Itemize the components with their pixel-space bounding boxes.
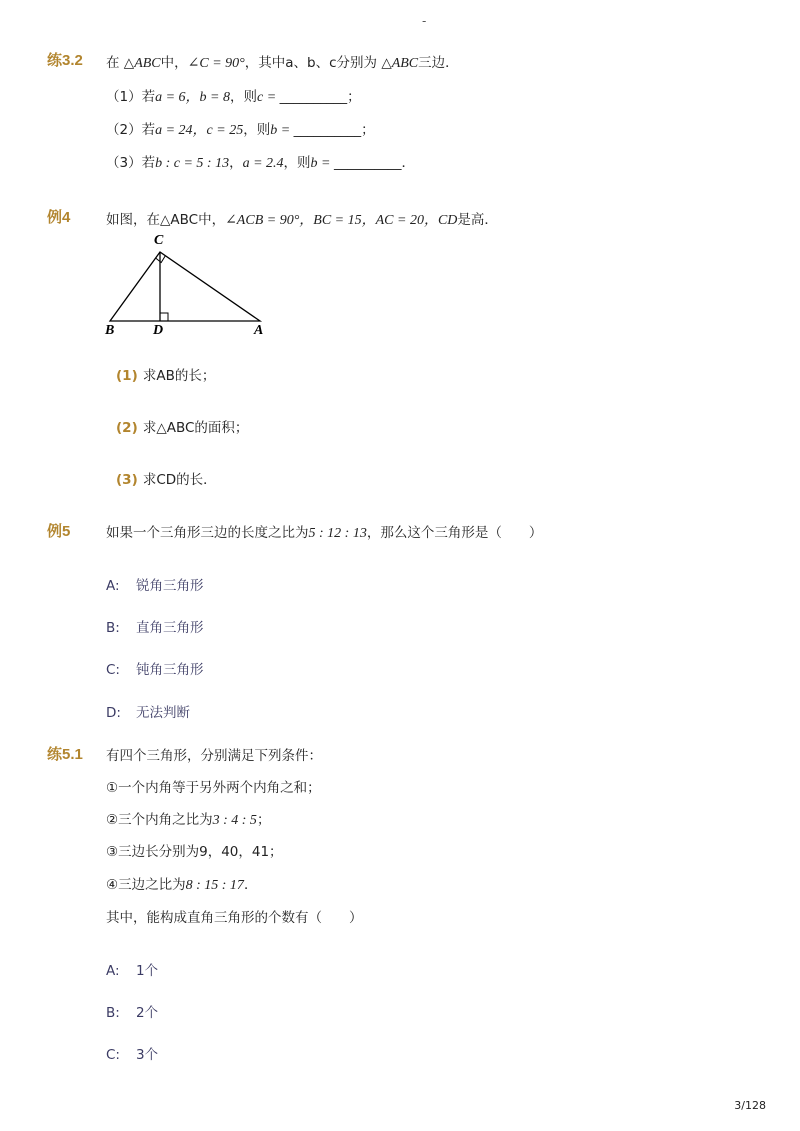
q51-option-b[interactable]: B: 2个 bbox=[106, 1005, 159, 1021]
q51-stem: 有四个三角形，分别满足下列条件： bbox=[106, 748, 322, 764]
q32-part-3: （3）若b : c = 5 : 13，a = 2.4，则b = __________． bbox=[106, 155, 415, 171]
answer-blank: __________ bbox=[293, 122, 362, 138]
ex5-stem: 如果一个三角形三边的长度之比为5 : 12 : 13，那么这个三角形是（ ） bbox=[106, 525, 543, 541]
top-mark: - bbox=[422, 14, 427, 28]
q51-question: 其中，能构成直角三角形的个数有（ ） bbox=[106, 910, 363, 926]
ex5-option-a[interactable]: A: 锐角三角形 bbox=[106, 578, 204, 594]
ex4-sub-2: (2) 求△ABC的面积； bbox=[116, 420, 249, 436]
q51-option-a[interactable]: A: 1个 bbox=[106, 963, 159, 979]
right-angle-mark-d bbox=[160, 313, 168, 321]
q51-condition-3: ③三边长分别为9，40，41； bbox=[106, 844, 283, 860]
ex5-option-d[interactable]: D: 无法判断 bbox=[106, 705, 190, 721]
answer-blank: __________ bbox=[334, 155, 402, 171]
triangle-diagram bbox=[100, 228, 270, 340]
question-label-5-1: 练5.1 bbox=[47, 746, 83, 763]
ex5-option-b[interactable]: B: 直角三角形 bbox=[106, 620, 204, 636]
triangle-abc bbox=[110, 252, 260, 321]
q51-condition-1: ①一个内角等于另外两个内角之和； bbox=[106, 780, 321, 796]
page-number: 3/128 bbox=[734, 1099, 766, 1112]
q32-part-1: （1）若a = 6，b = 8，则c = __________； bbox=[106, 89, 361, 105]
ex5-option-c[interactable]: C: 钝角三角形 bbox=[106, 662, 204, 678]
example-label-5: 例5 bbox=[47, 523, 71, 540]
q32-part-2: （2）若a = 24，c = 25，则b = __________； bbox=[106, 122, 375, 138]
ex4-sub-1: (1) 求AB的长； bbox=[116, 368, 216, 384]
example-label-4: 例4 bbox=[47, 209, 71, 226]
q32-stem: 在 △ABC中，∠C = 90°，其中a、b、c分别为 △ABC三边． bbox=[106, 55, 459, 71]
vertex-a-label: A bbox=[254, 323, 264, 338]
ex4-stem: 如图，在△ABC中，∠ACB = 90°，BC = 15，AC = 20，CD是高． bbox=[106, 212, 498, 228]
question-label-3-2: 练3.2 bbox=[47, 52, 83, 69]
q51-condition-2: ②三个内角之比为3 : 4 : 5； bbox=[106, 812, 271, 828]
q51-option-c[interactable]: C: 3个 bbox=[106, 1047, 159, 1063]
vertex-b-label: B bbox=[105, 323, 115, 338]
vertex-c-label: C bbox=[154, 233, 164, 248]
q51-condition-4: ④三边之比为8 : 15 : 17． bbox=[106, 877, 258, 893]
answer-blank: __________ bbox=[279, 89, 348, 105]
vertex-d-label: D bbox=[153, 323, 164, 338]
ex4-sub-3: (3) 求CD的长． bbox=[116, 472, 217, 488]
